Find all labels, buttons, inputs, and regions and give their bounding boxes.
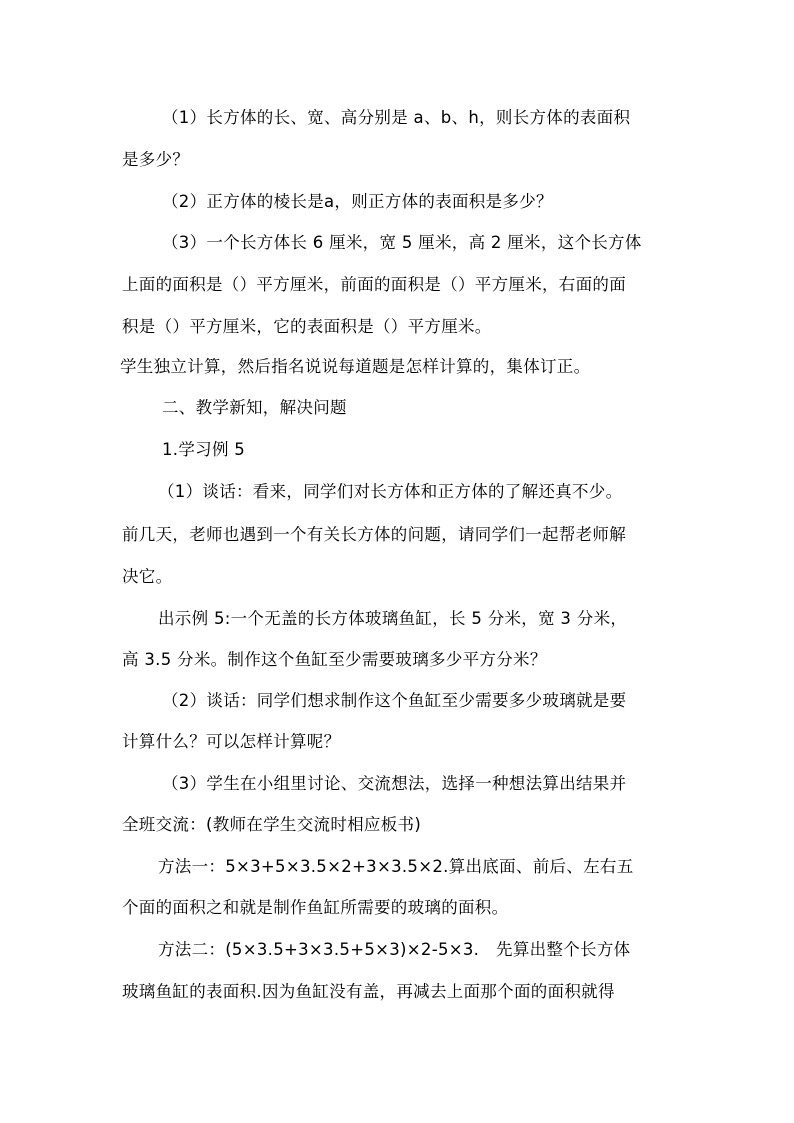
text-line: （1）谈话：看来，同学们对长方体和正方体的了解还真不少。 <box>158 482 623 501</box>
subsection-heading: 1.学习例 5 <box>162 440 246 459</box>
text-line: 全班交流：(教师在学生交流时相应板书) <box>122 815 422 834</box>
text-line: 高 3.5 分米。制作这个鱼缸至少需要玻璃多少平方分米？ <box>122 650 547 669</box>
text-line: 个面的面积之和就是制作鱼缸所需要的玻璃的面积。 <box>122 898 509 917</box>
text-line: （2）正方体的棱长是a，则正方体的表面积是多少？ <box>162 192 553 211</box>
text-line: 学生独立计算，然后指名说说每道题是怎样计算的，集体订正。 <box>120 357 591 376</box>
text-line: 方法一：5×3+5×3.5×2+3×3.5×2.算出底面、前后、左右五 <box>158 857 634 876</box>
text-line: 方法二：(5×3.5+3×3.5+5×3)×2-5×3. 先算出整个长方体 <box>158 940 631 959</box>
text-line: 是多少？ <box>122 150 190 169</box>
text-line: （2）谈话：同学们想求制作这个鱼缸至少需要多少玻璃就是要 <box>162 691 627 710</box>
text-line: 前几天，老师也遇到一个有关长方体的问题，请同学们一起帮老师解 <box>122 525 626 544</box>
text-line: （1）长方体的长、宽、高分别是 a、b、h，则长方体的表面积 <box>162 108 631 127</box>
text-line: 出示例 5:一个无盖的长方体玻璃鱼缸，长 5 分米，宽 3 分米， <box>158 609 628 628</box>
text-line: 上面的面积是（）平方厘米，前面的面积是（）平方厘米，右面的面 <box>122 275 626 294</box>
text-line: 积是（）平方厘米，它的表面积是（）平方厘米。 <box>122 317 492 336</box>
text-line: （3）学生在小组里讨论、交流想法，选择一种想法算出结果并 <box>162 774 627 793</box>
section-heading: 二、教学新知，解决问题 <box>162 398 347 417</box>
text-line: 决它。 <box>122 567 173 586</box>
text-line: （3）一个长方体长 6 厘米，宽 5 厘米，高 2 厘米，这个长方体 <box>162 233 642 252</box>
text-line: 玻璃鱼缸的表面积.因为鱼缸没有盖，再减去上面那个面的面积就得 <box>122 982 615 1001</box>
text-line: 计算什么？可以怎样计算呢？ <box>122 732 341 751</box>
